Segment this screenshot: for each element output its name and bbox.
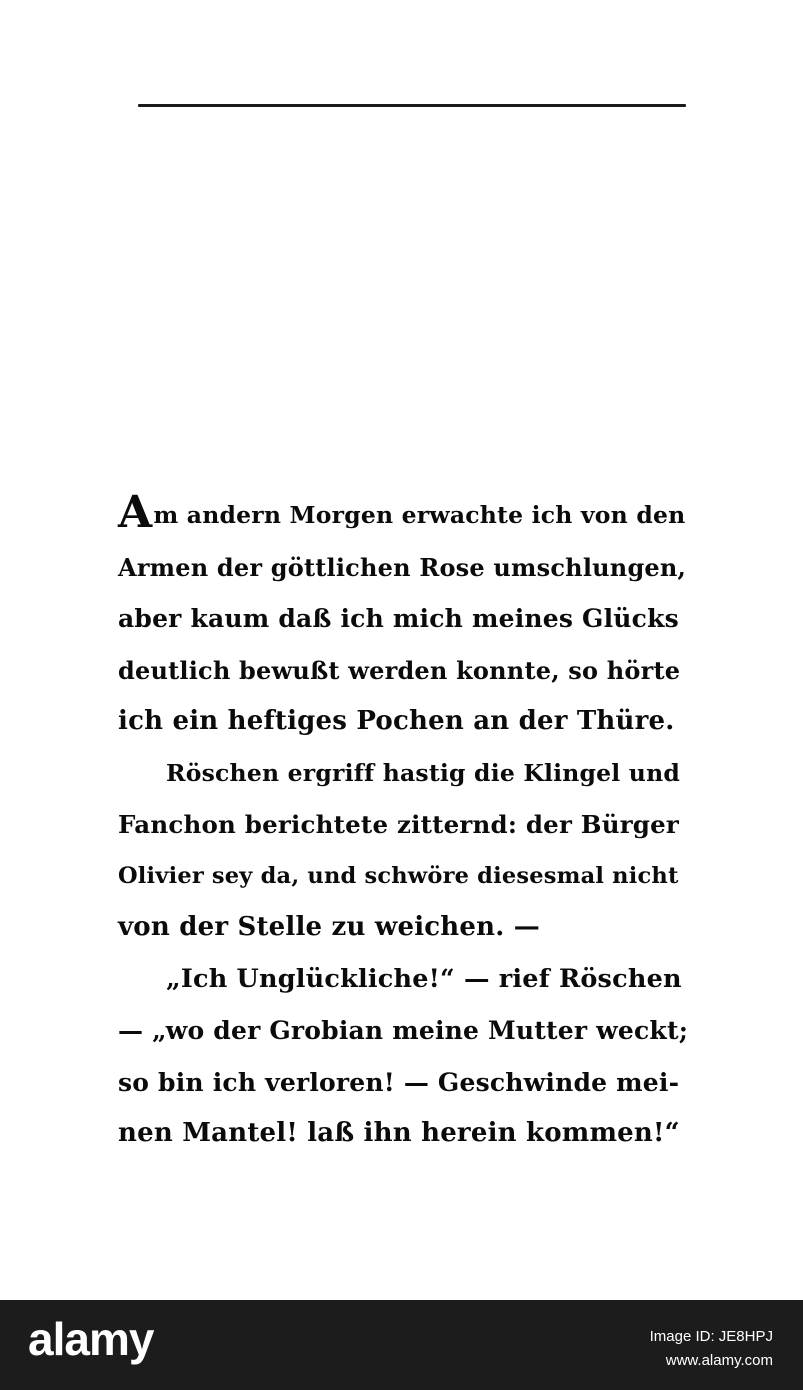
text-line: Am andern Morgen erwachte ich von den	[118, 487, 686, 538]
text-line: deutlich bewußt werden konnte, so hörte	[118, 655, 681, 685]
text-line: von der Stelle zu weichen. —	[118, 912, 540, 942]
text-line: Röschen ergriff hastig die Klingel und	[166, 758, 681, 787]
drop-initial: A	[118, 487, 153, 538]
watermark-url: www.alamy.com	[665, 1352, 773, 1369]
text-line: aber kaum daß ich mich meines Glücks	[118, 604, 679, 633]
text-block	[118, 487, 689, 1160]
top-rule	[138, 104, 686, 107]
watermark-bar	[0, 1300, 803, 1390]
text-line: Olivier sey da, und schwöre diesesmal nicht	[118, 862, 679, 889]
text-line: — „wo der Grobian meine Mutter weckt;	[118, 1016, 689, 1045]
text-line: Fanchon berichtete zitternd: der Bürger	[118, 810, 680, 839]
text-line: „Ich Unglückliche!“ — rief Röschen	[166, 963, 682, 994]
text-line: so bin ich verloren! — Geschwinde mei-	[118, 1067, 680, 1097]
watermark-image-id: Image ID: JE8HPJ	[649, 1328, 773, 1345]
text-line: nen Mantel! laß ihn herein kommen!“	[118, 1118, 680, 1148]
text-line: ich ein heftiges Pochen an der Thüre.	[118, 706, 675, 736]
text-line: Armen der göttlichen Rose umschlungen,	[118, 552, 687, 582]
watermark-logo: alamy	[28, 1313, 154, 1365]
